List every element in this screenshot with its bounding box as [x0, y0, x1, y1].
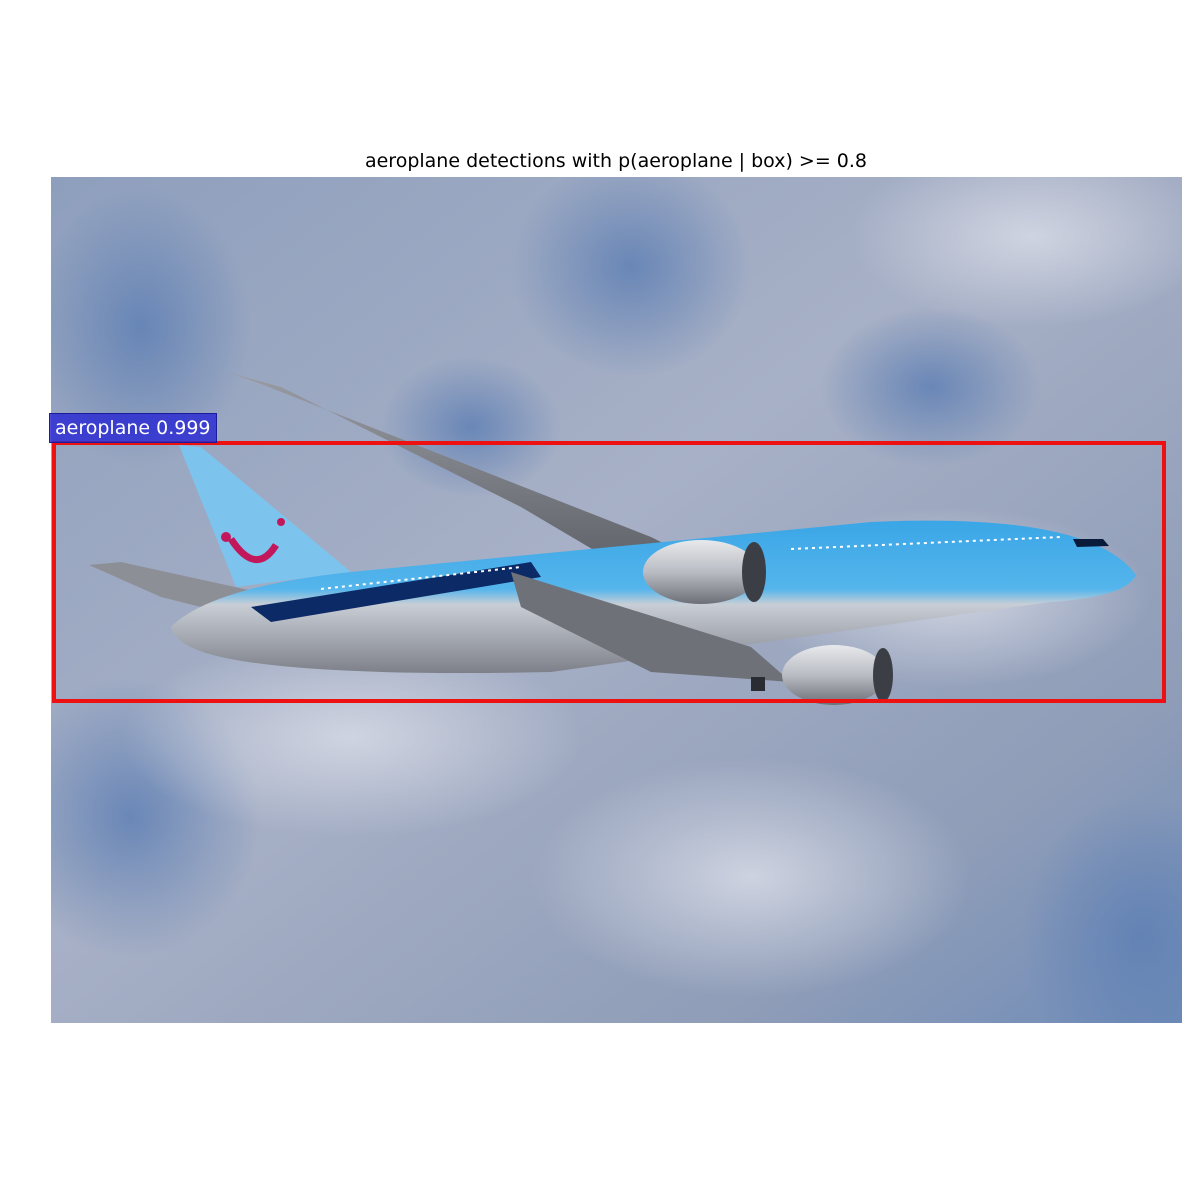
- figure-title: aeroplane detections with p(aeroplane | box) >= 0.8: [364, 150, 868, 172]
- detection-label: aeroplane 0.999: [49, 413, 217, 443]
- detection-bounding-box: [52, 441, 1166, 703]
